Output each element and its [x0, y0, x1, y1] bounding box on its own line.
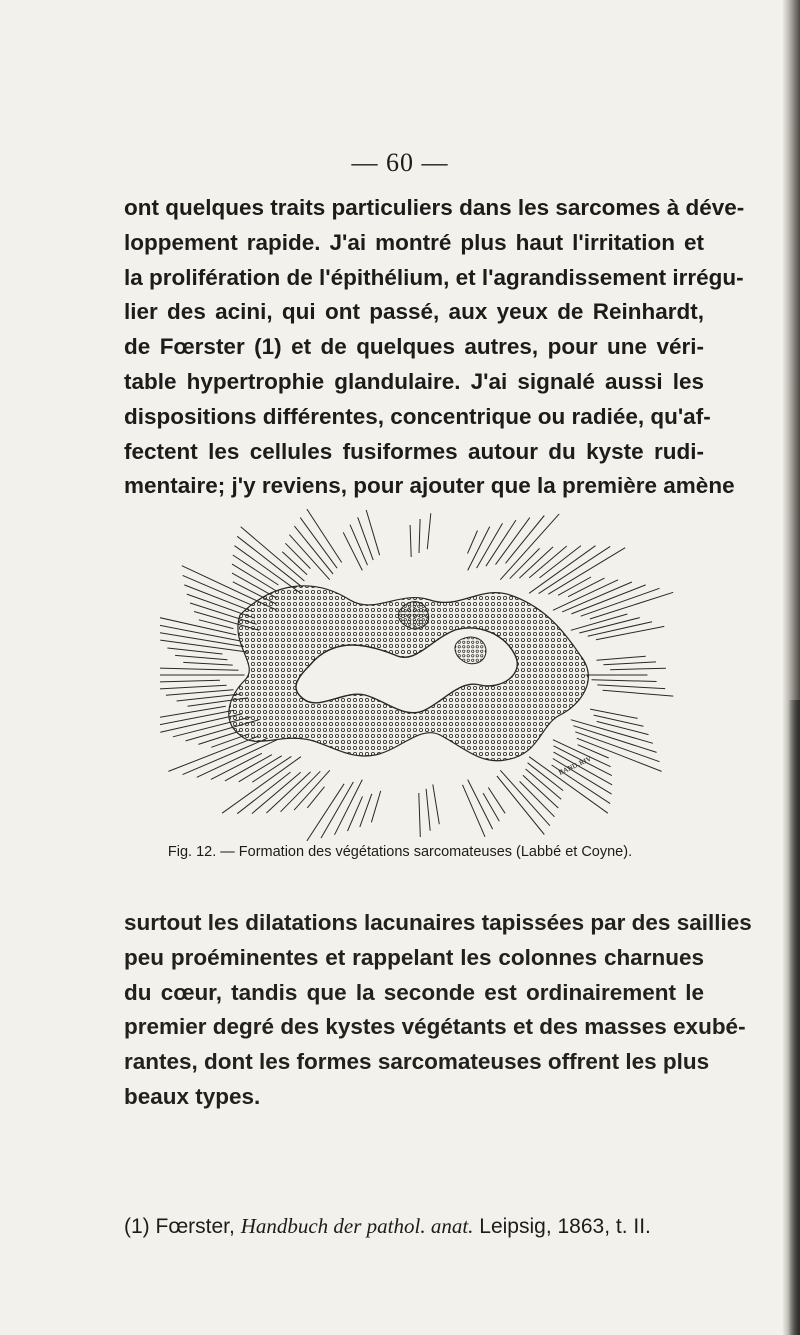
- fiber-stroke: [225, 755, 272, 781]
- page-number: — 60 —: [351, 148, 449, 177]
- fiber-stroke: [285, 543, 310, 568]
- fiber-stroke: [592, 680, 657, 682]
- fiber-stroke: [590, 709, 638, 718]
- fiber-stroke: [294, 526, 333, 574]
- fiber-stroke: [166, 690, 234, 696]
- fiber-stroke: [581, 588, 660, 616]
- fiber-stroke: [160, 614, 236, 635]
- fiber-stroke: [488, 788, 505, 814]
- fiber-stroke: [529, 546, 567, 578]
- fiber-stroke: [506, 516, 545, 564]
- fiber-stroke: [419, 519, 420, 553]
- fiber-stroke: [350, 525, 368, 566]
- text-line: table hypertrophie glandulaire. J'ai signalé aussi les: [124, 368, 704, 394]
- fiber-stroke: [198, 731, 240, 744]
- fiber-stroke: [233, 555, 279, 585]
- fiber-stroke: [175, 655, 227, 659]
- fiber-stroke: [419, 793, 421, 837]
- footnote-marker: (1): [124, 1215, 150, 1238]
- paragraph-2: [124, 906, 752, 1115]
- fiber-stroke: [160, 680, 220, 682]
- fiber-stroke: [183, 662, 232, 665]
- fiber-stroke: [358, 517, 374, 560]
- footnote-author: Fœrster,: [155, 1215, 235, 1238]
- histology-figure: [160, 505, 680, 845]
- fiber-stroke: [252, 756, 291, 782]
- text-line: du cœur, tandis que la seconde est ordinairement le: [124, 979, 704, 1005]
- fiber-stroke: [426, 789, 430, 831]
- engraver-signature: ʙᴀɴᴅ.ʀɪᴠ: [556, 752, 594, 778]
- fiber-stroke: [183, 575, 253, 605]
- fiber-stroke: [610, 668, 666, 670]
- fiber-stroke: [577, 738, 662, 771]
- text-line: surtout les dilatations lacunaires tapissées par des saillies: [124, 910, 752, 935]
- fiber-stroke: [603, 690, 674, 696]
- fiber-stroke: [211, 753, 262, 779]
- fiber-stroke: [294, 770, 330, 810]
- fiber-stroke: [568, 578, 604, 597]
- fiber-stroke: [366, 510, 379, 555]
- text-line: lier des acini, qui ont passé, aux yeux de Reinhardt,: [124, 299, 704, 325]
- text-line: ont quelques traits particuliers dans les sarcomes à déve-: [124, 195, 745, 220]
- fiber-stroke: [562, 582, 632, 612]
- fiber-stroke: [168, 736, 258, 771]
- fiber-stroke: [307, 787, 324, 808]
- footnote-rest: Leipsig, 1863, t. II.: [479, 1215, 651, 1238]
- fiber-stroke: [571, 720, 653, 744]
- fiber-stroke: [590, 592, 673, 619]
- fiber-stroke: [232, 564, 277, 591]
- paragraph-1: [124, 191, 745, 504]
- text-line: fectent les cellules fusiformes autour du kyste rudi-: [124, 438, 704, 464]
- fiber-stroke: [497, 776, 544, 835]
- fiber-stroke: [300, 518, 337, 569]
- text-line: dispositions différentes, concentrique ou radiée, qu'af-: [124, 403, 711, 429]
- fiber-stroke: [282, 552, 307, 575]
- fiber-stroke: [222, 757, 301, 814]
- figure-caption: Fig. 12. — Formation des végétations sarcomateuses (Labbé et Coyne).: [167, 844, 633, 860]
- text-line: mentaire; j'y reviens, pour ajouter que la première amène: [124, 473, 735, 499]
- footnote-title: Handbuch der pathol. anat.: [240, 1214, 474, 1238]
- fiber-stroke: [468, 531, 478, 554]
- fiber-stroke: [597, 721, 649, 734]
- text-line: premier degré des kystes végétants et des masses exubé-: [124, 1014, 746, 1040]
- fiber-stroke: [307, 509, 342, 562]
- text-line: de Fœrster (1) et de quelques autres, pour une véri-: [124, 334, 704, 360]
- fiber-stroke: [603, 662, 656, 665]
- fiber-stroke: [371, 791, 380, 822]
- text-line: la prolifération de l'épithélium, et l'agrandissement irrégu-: [124, 264, 744, 290]
- fiber-stroke: [540, 546, 582, 578]
- fiber-stroke: [184, 585, 253, 612]
- footnote: [124, 1214, 704, 1239]
- fiber-stroke: [160, 623, 240, 641]
- text-line: rantes, dont les formes sarcomateuses offrent les plus: [124, 1049, 710, 1075]
- text-line: beaux types.: [124, 1083, 261, 1109]
- fiber-stroke: [239, 756, 282, 782]
- fiber-stroke: [594, 715, 644, 726]
- fiber-stroke: [597, 656, 646, 660]
- fiber-stroke: [343, 532, 362, 570]
- page-edge-dark: [788, 700, 800, 1335]
- fiber-stroke: [483, 793, 499, 821]
- fiber-stroke: [553, 580, 618, 611]
- fiber-stroke: [588, 622, 652, 637]
- fiber-stroke: [281, 771, 321, 812]
- text-line: loppement rapide. J'ai montré plus haut l'irritation et: [124, 229, 704, 255]
- fiber-stroke: [160, 685, 227, 689]
- fiber-stroke: [500, 770, 550, 825]
- fiber-stroke: [160, 640, 248, 652]
- fiber-stroke: [252, 772, 301, 813]
- fiber-stroke: [307, 784, 344, 841]
- fiber-stroke: [167, 648, 222, 654]
- fiber-stroke: [410, 525, 411, 557]
- fiber-stroke: [558, 577, 591, 595]
- fiber-stroke: [433, 784, 440, 824]
- fiber-stroke: [596, 626, 664, 639]
- fiber-stroke: [597, 685, 665, 689]
- text-line: peu proéminentes et rappelant les colonnes charnues: [124, 944, 704, 970]
- fiber-stroke: [160, 667, 239, 670]
- fiber-stroke: [427, 513, 431, 549]
- fiber-stroke: [266, 772, 310, 813]
